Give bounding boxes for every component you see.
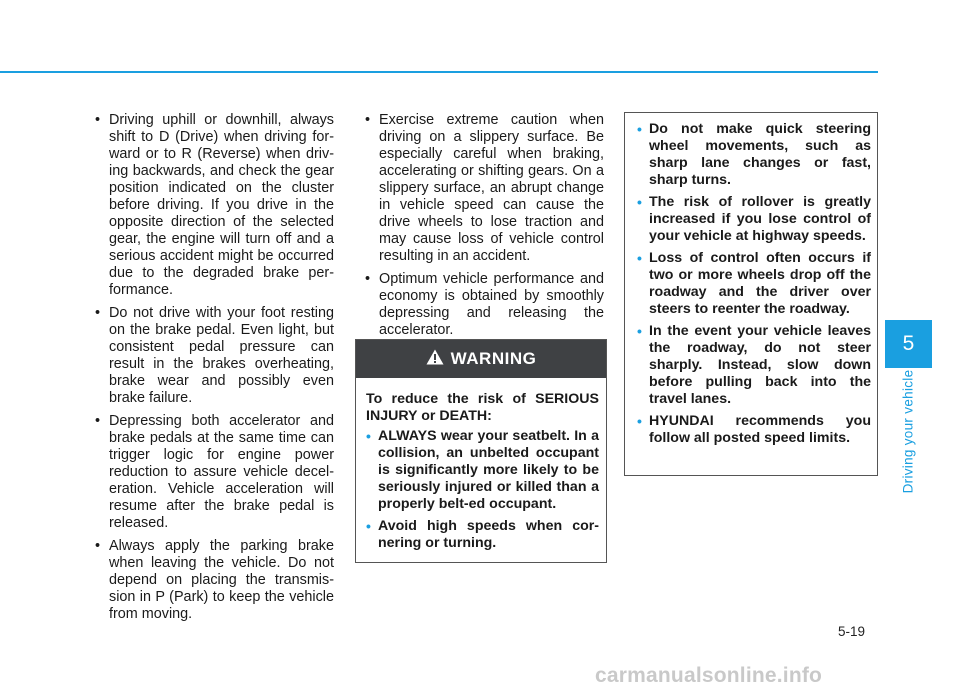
warning-item: • Avoid high speeds when cor-nering or turning. xyxy=(366,518,599,551)
warning-title: WARNING xyxy=(450,349,537,368)
list-item: • Always apply the parking brake when leaving the vehicle. Do not depend on placing the transmis-sion in P (Park) to keep the vehicle from moving. xyxy=(95,538,334,622)
list-item: • Driving uphill or downhill, always shift to D (Drive) when driving for-ward or to R (Reverse) when driv-ing backwards, and check the gear position indicated on the cluster before driving. If you drive in the opposite direction of the selected gear, the engine will turn off and a serious accident might be occurred due to the degraded brake per-formance. xyxy=(95,112,334,298)
warning-intro: To reduce the risk of SERIOUS INJURY or DEATH: xyxy=(366,391,599,424)
warning-item: • Loss of control often occurs if two or more wheels drop off the roadway and the driver over steers to reenter the roadway. xyxy=(637,250,871,317)
warning-item: • In the event your vehicle leaves the roadway, do not steer sharply. Instead, slow down before pulling back into the travel lanes. xyxy=(637,323,871,407)
watermark: carmanualsonline.info xyxy=(595,664,823,687)
text-column-left xyxy=(89,112,334,629)
page-number: 5-19 xyxy=(838,624,866,639)
warning-item: • The risk of rollover is greatly increased if you lose control of your vehicle at highway speeds. xyxy=(637,194,871,244)
warning-header xyxy=(356,340,606,378)
list-item: • Depressing both accelerator and brake pedals at the same time can trigger logic for engine power reduction to assure vehicle decel-eration. Vehicle acceleration will resume after the brake pedal is released. xyxy=(95,413,334,531)
header-rule xyxy=(0,71,878,73)
list-item: • Do not drive with your foot resting on the brake pedal. Even light, but consistent pedal pressure can result in the brakes overheating, brake wear and possibly even brake failure. xyxy=(95,305,334,406)
chapter-number-tab: 5 xyxy=(885,320,932,368)
warning-item: • ALWAYS wear your seatbelt. In a collision, an unbelted occupant is significantly more likely to be seriously injured or killed than a properly belt-ed occupant. xyxy=(366,428,599,512)
warning-box xyxy=(355,339,607,563)
warning-item: • HYUNDAI recommends you follow all posted speed limits. xyxy=(637,413,871,446)
warning-triangle-icon xyxy=(426,349,444,370)
list-item: • Optimum vehicle performance and economy is obtained by smoothly depressing and releasing the accelerator. xyxy=(365,271,604,338)
chapter-title-tab xyxy=(888,368,928,494)
text-column-middle xyxy=(359,112,604,345)
warning-continued-box xyxy=(624,112,878,476)
chapter-title: Driving your vehicle xyxy=(900,369,916,493)
warning-item: • Do not make quick steering wheel movements, such as sharp lane changes or fast, sharp turns. xyxy=(637,121,871,188)
list-item: • Exercise extreme caution when driving on a slippery surface. Be especially careful when braking, accelerating or shifting gears. On a slippery surface, an abrupt change in vehicle speed can cause the drive wheels to lose traction and may cause loss of vehicle control resulting in an accident. xyxy=(365,112,604,264)
